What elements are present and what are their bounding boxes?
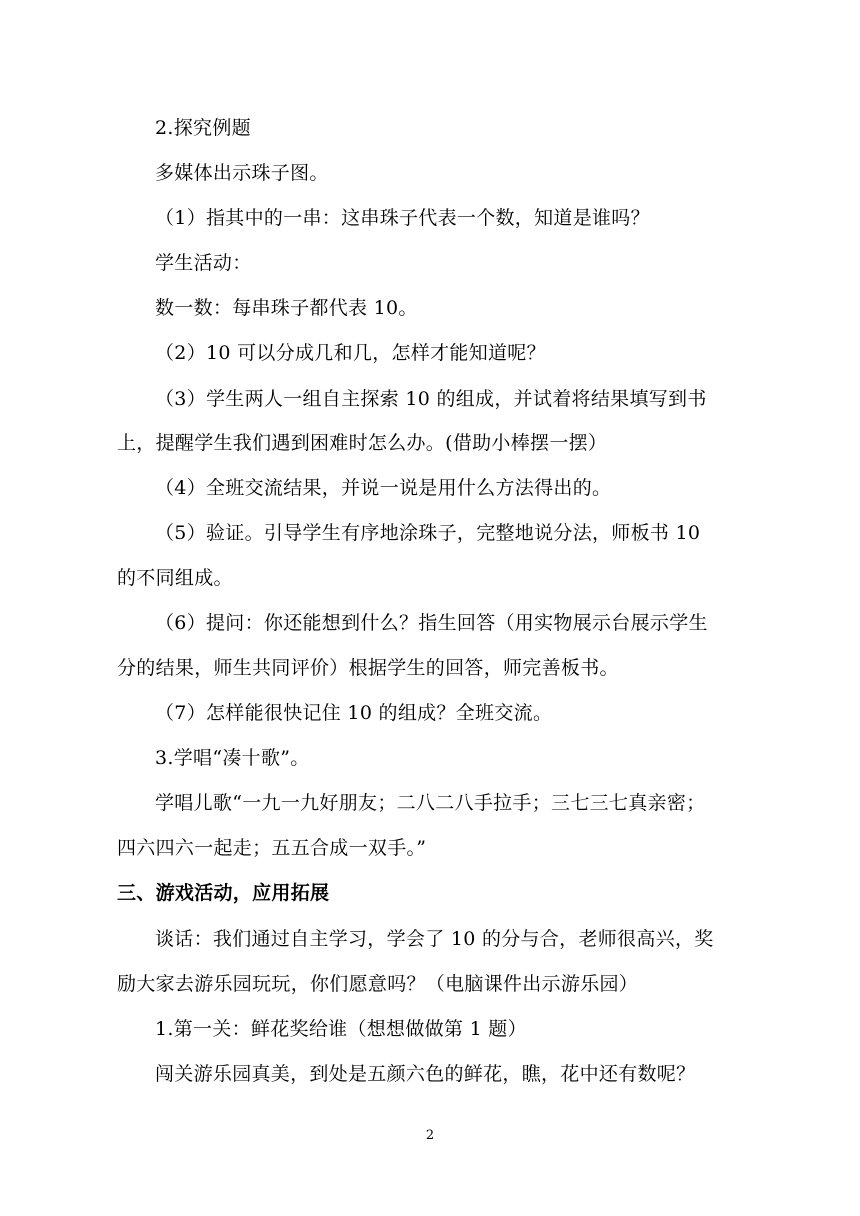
paragraph-line: 2.探究例题 (155, 117, 251, 139)
paragraph-line: 多媒体出示珠子图。 (155, 162, 329, 184)
paragraph-line: 3.学唱“凑十歌”。 (155, 747, 310, 769)
paragraph-line: 闯关游乐园真美，到处是五颜六色的鲜花，瞧，花中还有数呢？ (155, 1063, 696, 1085)
paragraph-line: 上，提醒学生我们遇到困难时怎么办。(借助小棒摆一摆） (117, 432, 608, 454)
page-number: 2 (425, 1128, 435, 1143)
paragraph-line: （1）指其中的一串：这串珠子代表一个数，知道是谁吗？ (155, 207, 650, 229)
paragraph-line: 学生活动： (155, 252, 252, 274)
section-heading: 三、游戏活动，应用拓展 (117, 882, 330, 904)
paragraph-line: （4）全班交流结果，并说一说是用什么方法得出的。 (155, 477, 612, 499)
paragraph-line: （7）怎样能很快记住 10 的组成？全班交流。 (155, 702, 553, 724)
paragraph-line: （6）提问：你还能想到什么？指生回答（用实物展示台展示学生 (155, 612, 708, 634)
paragraph-line: （5）验证。引导学生有序地涂珠子，完整地说分法，师板书 10 (155, 522, 701, 544)
paragraph-line: 学唱儿歌“一九一九好朋友；二八二八手拉手；三七三七真亲密； (155, 792, 706, 814)
paragraph-line: 励大家去游乐园玩玩，你们愿意吗？（电脑课件出示游乐园） (117, 973, 639, 995)
paragraph-line: 的不同组成。 (117, 567, 233, 589)
paragraph-line: （3）学生两人一组自主探索 10 的组成，并试着将结果填写到书 (155, 388, 707, 410)
paragraph-line: 谈话：我们通过自主学习，学会了 10 的分与合，老师很高兴，奖 (155, 928, 714, 950)
paragraph-line: 分的结果，师生共同评价）根据学生的回答，师完善板书。 (117, 657, 619, 679)
paragraph-line: 四六四六一起走；五五合成一双手。” (117, 837, 427, 859)
paragraph-line: 数一数：每串珠子都代表 10。 (155, 297, 418, 319)
paragraph-line: 1.第一关：鲜花奖给谁（想想做做第 1 题） (155, 1018, 527, 1040)
paragraph-line: （2）10 可以分成几和几，怎样才能知道呢？ (155, 342, 546, 364)
